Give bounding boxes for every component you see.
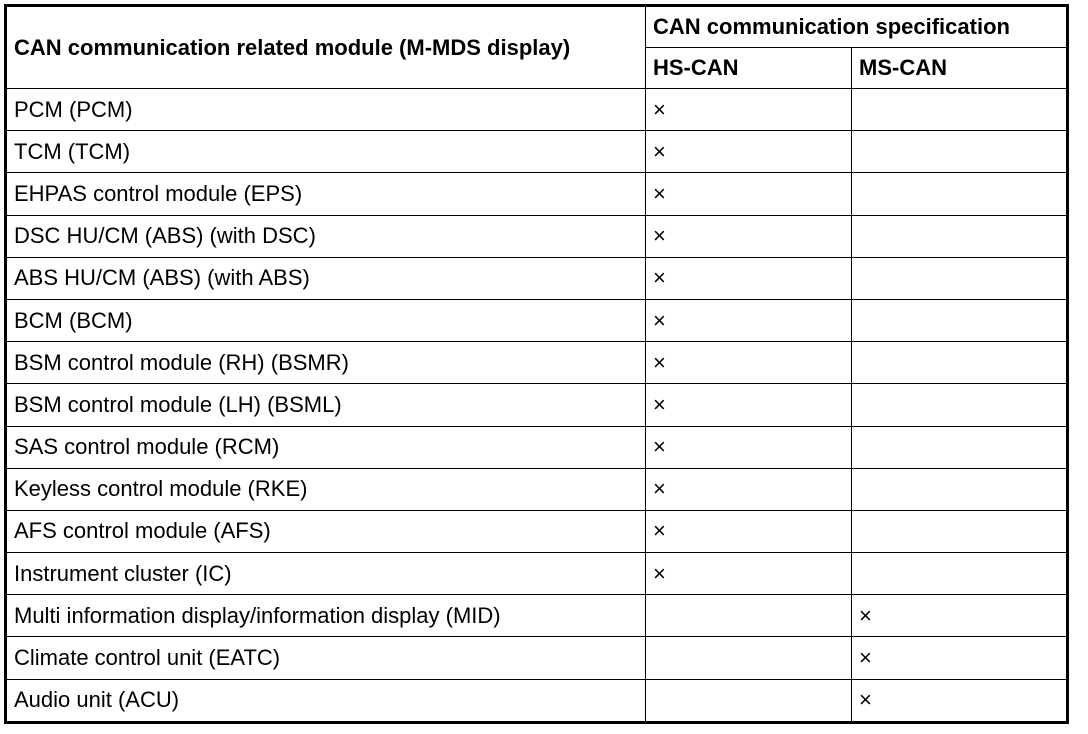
ms-can-cell [852,257,1068,299]
ms-can-cell [852,553,1068,595]
hs-can-cell: × [646,173,852,215]
table-row [6,426,1068,468]
table-row [6,679,1068,722]
table-row [6,131,1068,173]
header-ms-can: MS-CAN [852,48,1068,89]
table-header [6,6,1068,89]
ms-can-cell [852,510,1068,552]
hs-can-cell [646,679,852,722]
ms-can-cell [852,89,1068,131]
ms-can-cell [852,299,1068,341]
table-row [6,215,1068,257]
ms-can-cell [852,215,1068,257]
table-row [6,637,1068,679]
module-name-cell: PCM (PCM) [6,89,646,131]
module-name-cell: Multi information display/information display (MID) [6,595,646,637]
header-hs-can: HS-CAN [646,48,852,89]
hs-can-cell: × [646,299,852,341]
hs-can-cell: × [646,257,852,299]
table-row [6,342,1068,384]
table-row [6,257,1068,299]
hs-can-cell: × [646,510,852,552]
ms-can-cell [852,131,1068,173]
hs-can-cell: × [646,553,852,595]
ms-can-cell: × [852,637,1068,679]
can-spec-table [4,4,1069,724]
hs-can-cell: × [646,215,852,257]
ms-can-cell [852,468,1068,510]
table-row [6,510,1068,552]
hs-can-cell: × [646,426,852,468]
table-row [6,89,1068,131]
module-name-cell: EHPAS control module (EPS) [6,173,646,215]
module-name-cell: ABS HU/CM (ABS) (with ABS) [6,257,646,299]
ms-can-cell [852,384,1068,426]
hs-can-cell: × [646,384,852,426]
hs-can-cell [646,637,852,679]
table-body [6,89,1068,723]
module-name-cell: DSC HU/CM (ABS) (with DSC) [6,215,646,257]
header-module-column: CAN communication related module (M-MDS display) [6,6,646,89]
hs-can-cell: × [646,89,852,131]
ms-can-cell: × [852,679,1068,722]
module-name-cell: Climate control unit (EATC) [6,637,646,679]
spec-table-container [4,4,1069,724]
table-row [6,595,1068,637]
ms-can-cell [852,342,1068,384]
module-name-cell: BSM control module (LH) (BSML) [6,384,646,426]
module-name-cell: BCM (BCM) [6,299,646,341]
table-row [6,384,1068,426]
module-name-cell: AFS control module (AFS) [6,510,646,552]
hs-can-cell [646,595,852,637]
ms-can-cell: × [852,595,1068,637]
table-row [6,173,1068,215]
table-row [6,553,1068,595]
hs-can-cell: × [646,131,852,173]
module-name-cell: TCM (TCM) [6,131,646,173]
table-row [6,299,1068,341]
module-name-cell: BSM control module (RH) (BSMR) [6,342,646,384]
table-row [6,468,1068,510]
header-spec-column: CAN communication specification [646,6,1068,48]
hs-can-cell: × [646,342,852,384]
module-name-cell: Instrument cluster (IC) [6,553,646,595]
ms-can-cell [852,426,1068,468]
module-name-cell: SAS control module (RCM) [6,426,646,468]
module-name-cell: Audio unit (ACU) [6,679,646,722]
hs-can-cell: × [646,468,852,510]
ms-can-cell [852,173,1068,215]
module-name-cell: Keyless control module (RKE) [6,468,646,510]
header-row-top [6,6,1068,48]
